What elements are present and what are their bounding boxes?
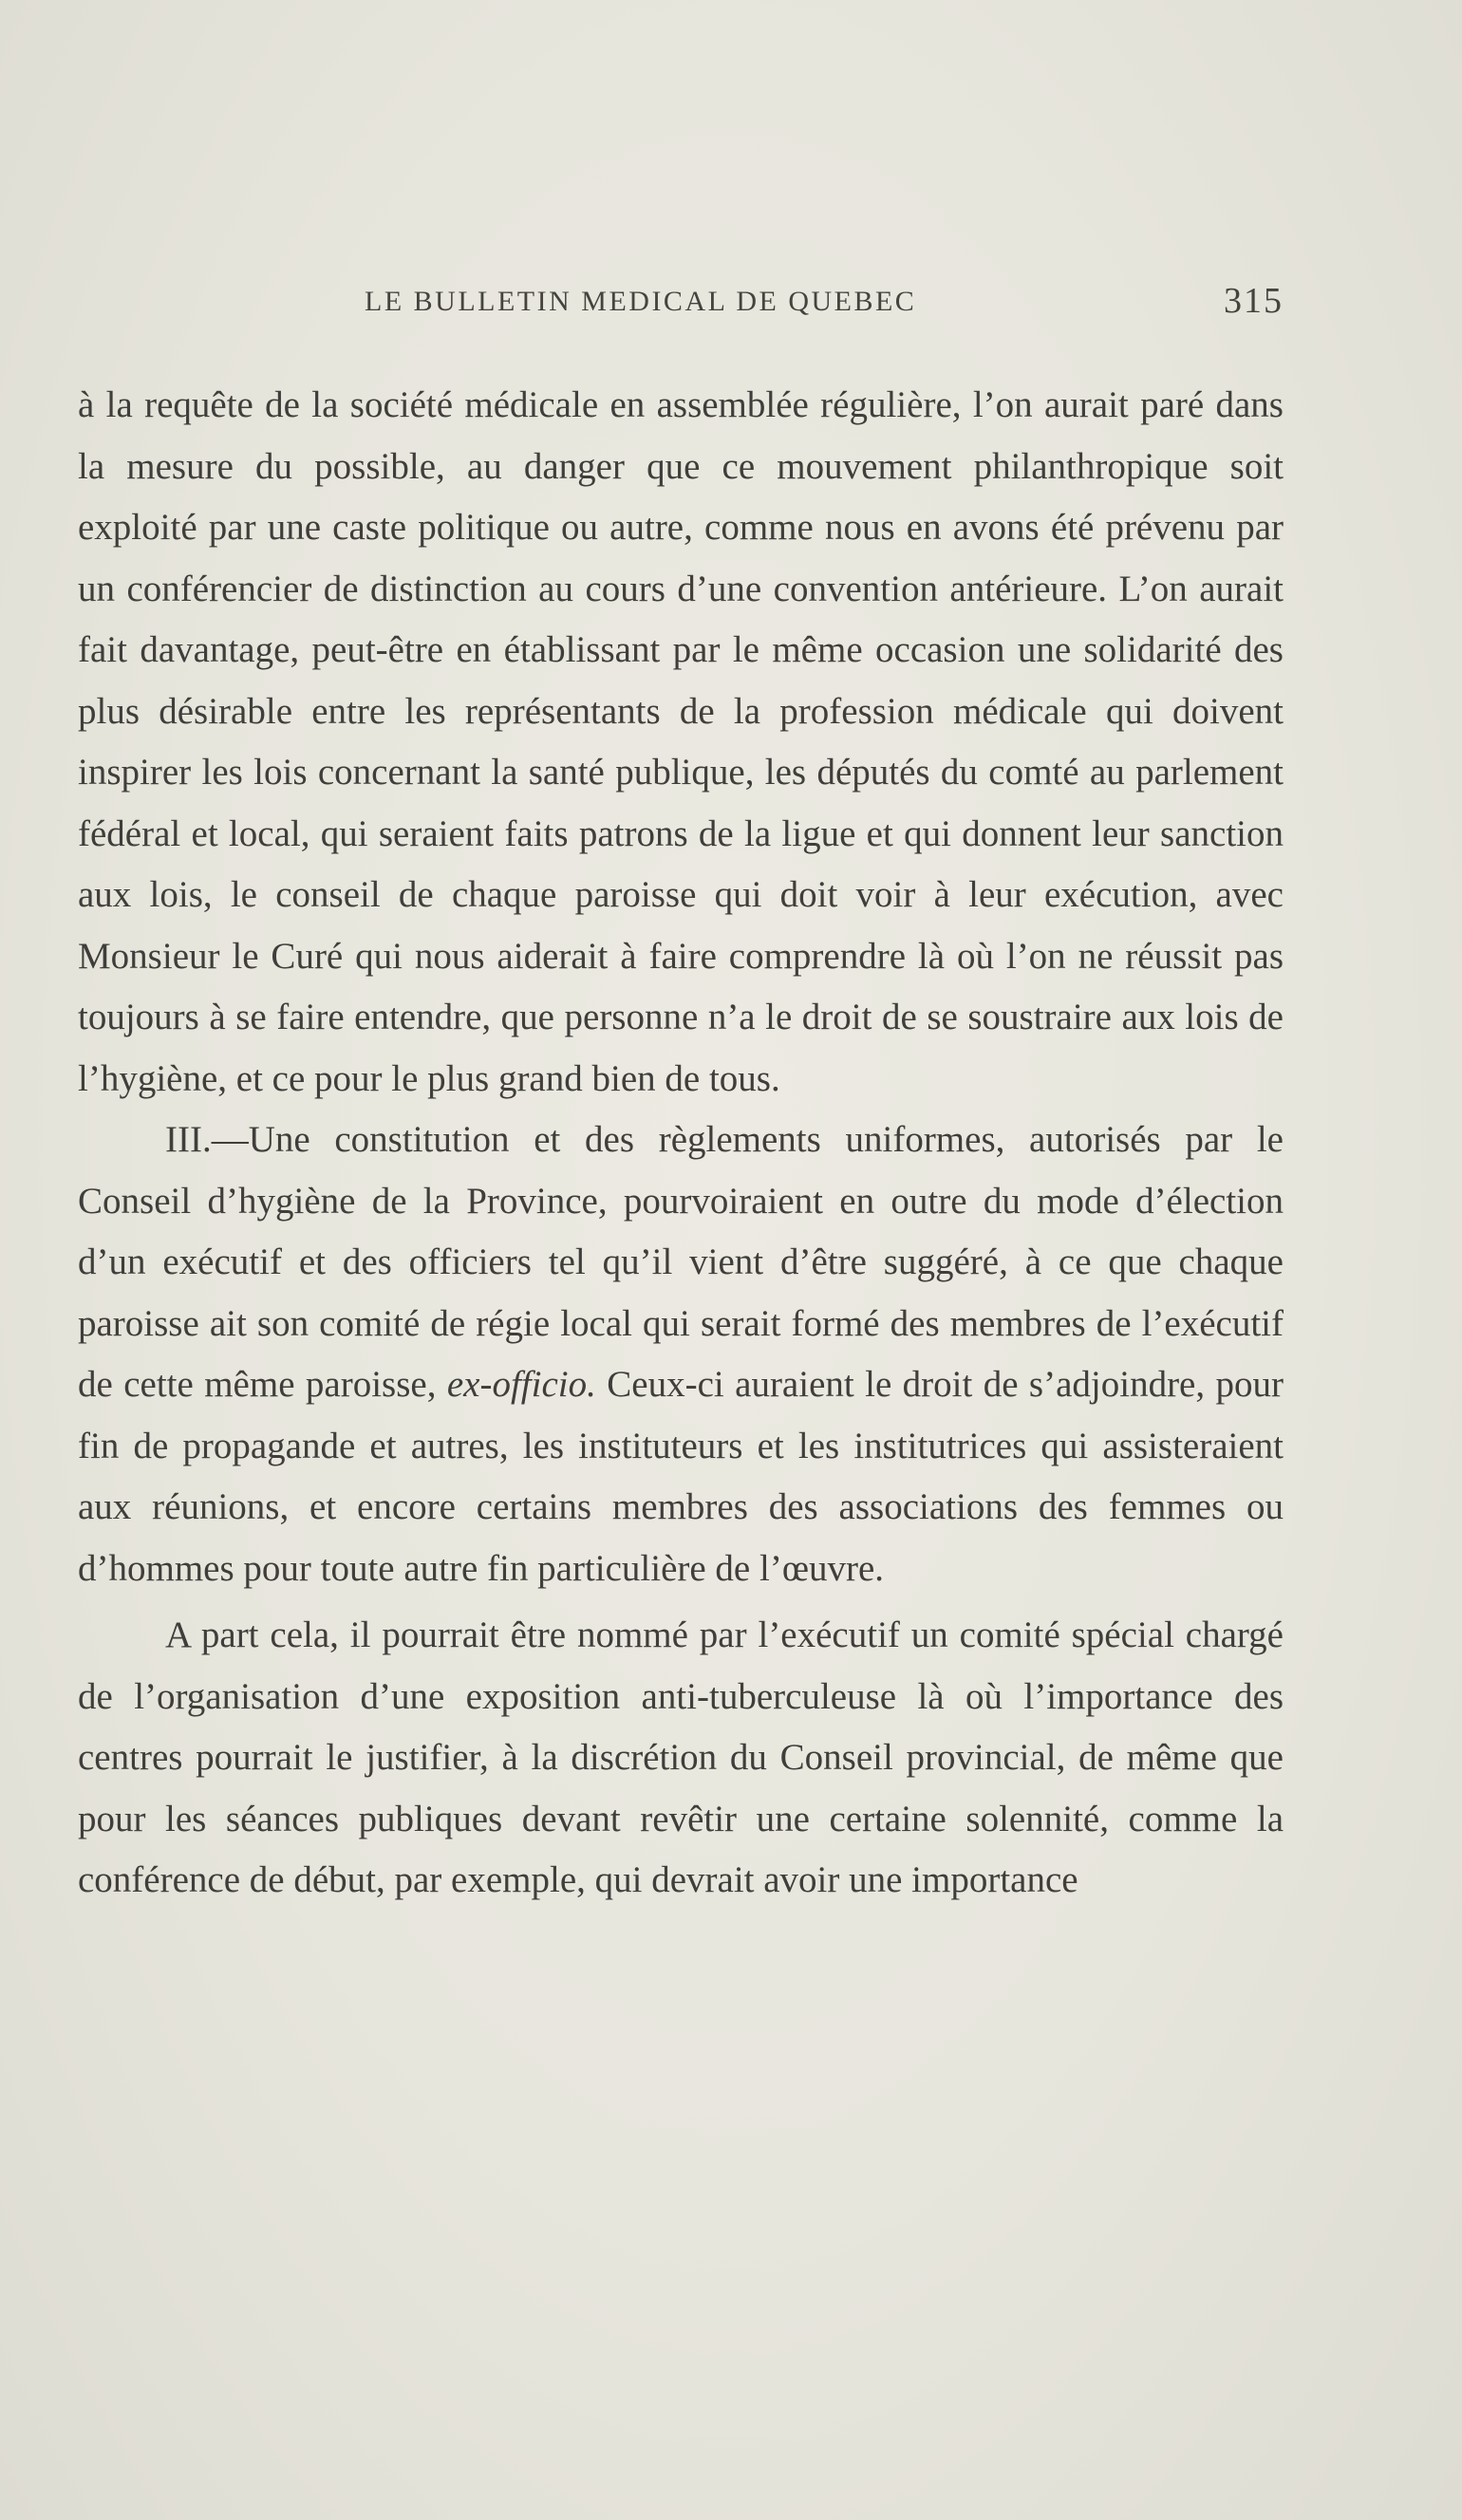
paragraph-text: Ceux-ci auraient le droit de s’adjoindre, pour fin de propagande et autres, les instituteurs et les institutrices qui assisteraient aux réunions, et encore certains membres des associations des femmes ou d’hommes pour toute autre fin particulière de l’œuvre. <box>78 1364 1284 1589</box>
page-header <box>78 280 1284 337</box>
italic-term: ex-officio. <box>446 1364 596 1405</box>
paragraph-continuation: à la requête de la société médicale en assemblée régulière, l’on aurait paré dans la mesure du possible, au danger que ce mouvement philanthropique soit exploité par une caste politique ou autre, comme nous en avons été prévenu par un conférencier de distinction au cours d’une convention antérieure. L’on aurait fait davantage, peut-être en établissant par le même occasion une solidarité des plus désirable entre les représentants de la profession médicale qui doivent inspirer les lois concernant la santé publique, les députés du comté au parlement fédéral et local, qui seraient faits patrons de la ligue et qui donnent leur sanction aux lois, le conseil de chaque paroisse qui doit voir à leur exécution, avec Monsieur le Curé qui nous aiderait à faire comprendre là où l’on ne réussit pas toujours à se faire entendre, que personne n’a le droit de se soustraire aux lois de l’hygiène, et ce pour le plus grand bien de tous. <box>78 384 1284 1099</box>
paragraph-text: III.—Une constitution et des règlements uniformes, autorisés par le Conseil d’hygiène de la Province, pourvoiraient en outre du mode d’élection d’un exécutif et des officiers tel qu’il vient d’être suggéré, à ce que chaque paroisse ait son comité de régie local qui serait formé des membres de l’exécutif de cette même paroisse, <box>78 1119 1284 1405</box>
paragraph-section-iii <box>78 1110 1284 1599</box>
page-number: 315 <box>1224 281 1284 321</box>
running-title: LE BULLETIN MEDICAL DE QUEBEC <box>365 286 917 317</box>
body-text <box>78 375 1284 1912</box>
paragraph-committee: A part cela, il pourrait être nommé par l’exécutif un comité spécial chargé de l’organisation d’une exposition anti-tuberculeuse là où l’importance des centres pourrait le justifier, à la discrétion du Conseil provincial, de même que pour les séances publiques devant revêtir une certaine solennité, comme la conférence de début, par exemple, qui devrait avoir une importance <box>78 1615 1284 1900</box>
